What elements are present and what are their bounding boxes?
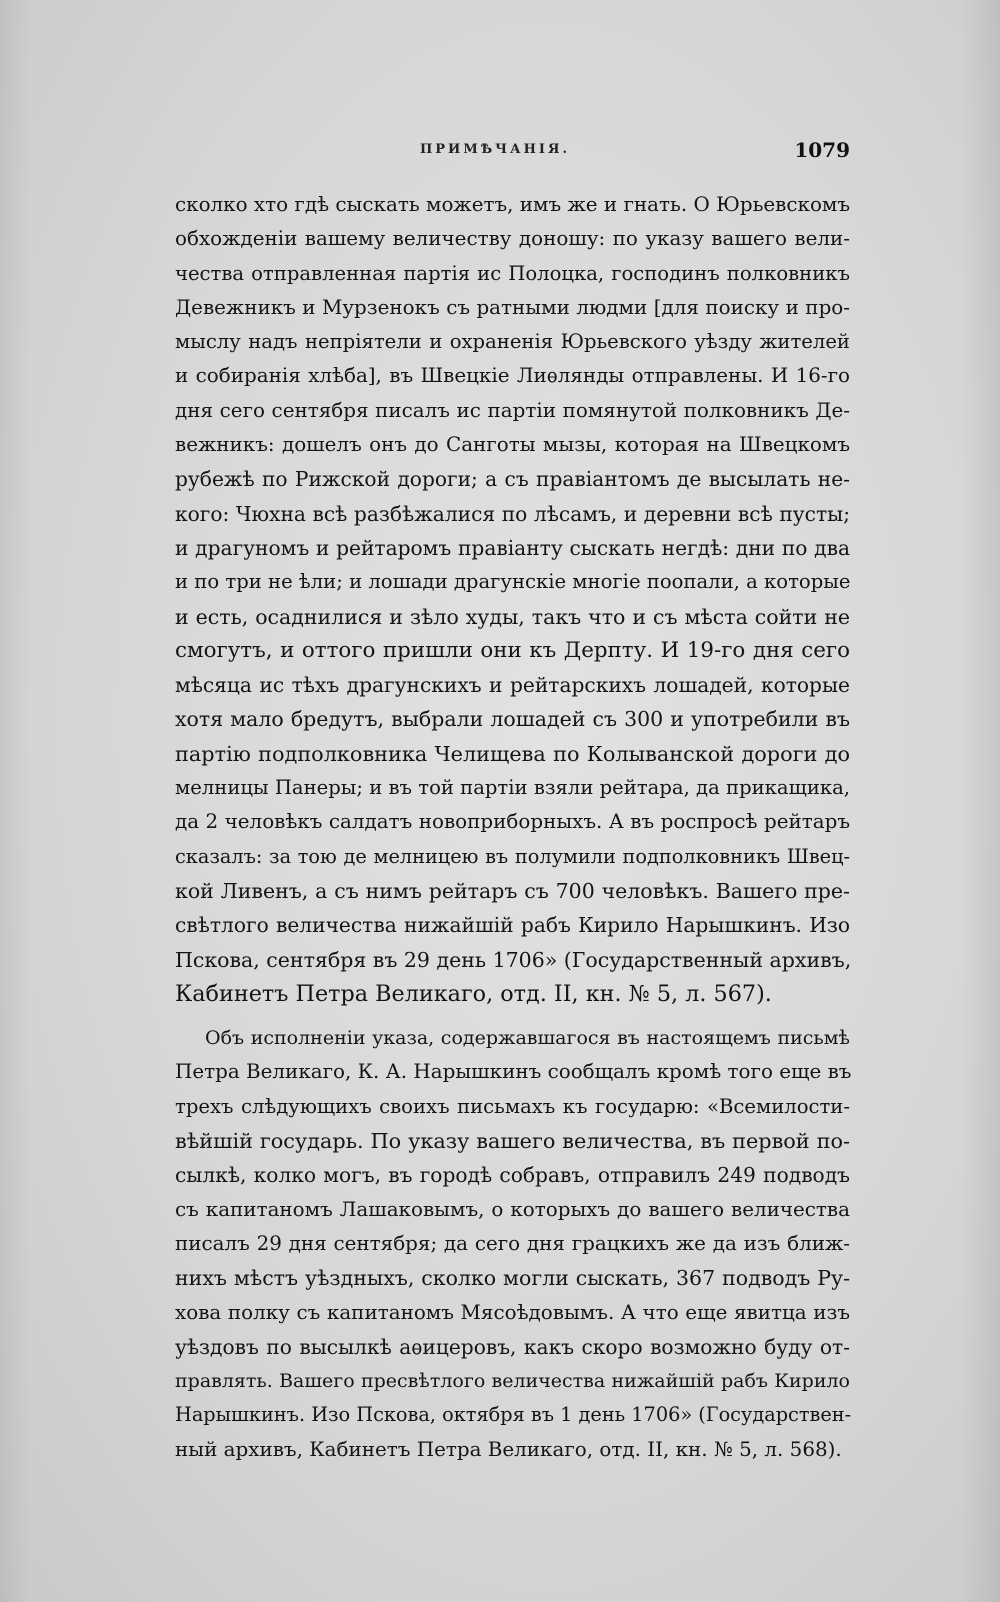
text-line: сколко хто гдѣ сыскать можетъ, имъ же и гнать. О Юрьевскомъ: [175, 193, 851, 216]
text-line: кой Ливенъ, а съ нимъ рейтаръ съ 700 человѣкъ. Вашего пре-: [175, 878, 850, 903]
text-line: Пскова, сентября въ 29 день 1706» (Государственный архивъ,: [175, 947, 852, 972]
text-line: рубежѣ по Рижской дороги; а съ правіантомъ де высылать не-: [175, 467, 850, 492]
text-line: и драгуномъ и рейтаромъ правіанту сыскать негдѣ: дни по два: [175, 535, 850, 560]
text-line: Девежникъ и Мурзенокъ съ ратными людми [для поиску и про-: [175, 295, 850, 319]
text-line: и собиранія хлѣба], въ Швецкіе Лиѳлянды отправлены. И 16-го: [175, 364, 850, 388]
text-line: Кабинетъ Петра Великаго, отд. II, кн. № 5, л. 567).: [175, 980, 772, 1007]
text-line: ный архивъ, Кабинетъ Петра Великаго, отд. II, кн. № 5, л. 568).: [175, 1437, 842, 1461]
text-line: мелницы Панеры; и въ той партіи взяли рейтара, да прикащика,: [175, 776, 851, 800]
text-line: чества отправленная партія ис Полоцка, господинъ полковникъ: [175, 261, 850, 285]
text-line: вежникъ: дошелъ онъ до Санготы мызы, которая на Швецкомъ: [175, 433, 850, 457]
body-text: [175, 188, 850, 1467]
text-line: обхожденіи вашему величеству доношу: по указу вашего вели-: [175, 227, 850, 251]
text-line: дня сего сентября писалъ ис партіи помянутой полковникъ Де-: [175, 398, 850, 422]
text-line: правлять. Вашего пресвѣтлого величества нижайшій рабъ Кирило: [175, 1370, 850, 1393]
text-line: и есть, осаднилися и зѣло худы, такъ что и съ мѣста сойти не: [175, 604, 850, 629]
text-line: хова полку съ капитаномъ Мясоѣдовымъ. А что еще явитца изъ: [175, 1300, 850, 1324]
text-line: мыслу надъ непріятели и охраненія Юрьевского уѣзду жителей: [175, 330, 850, 354]
page-gutter-shadow: [0, 0, 30, 1602]
text-line: вѣйшій государь. По указу вашего величества, въ первой по-: [175, 1129, 850, 1154]
text-line: сылкѣ, колко могъ, въ городѣ собравъ, отправилъ 249 подводъ: [175, 1163, 850, 1188]
text-line: съ капитаномъ Лашаковымъ, о которыхъ до вашего величества: [175, 1197, 850, 1221]
text-line: и по три не ѣли; и лошади драгунскіе многіе поопали, а которые: [175, 570, 851, 594]
paragraph: [175, 1021, 850, 1467]
text-line: сказалъ: за тою де мелницею въ полумили подполковникъ Швец-: [175, 844, 850, 868]
text-line: писалъ 29 дня сентября; да сего дня грацкихъ же да изъ ближ-: [175, 1231, 850, 1255]
text-line: да 2 человѣкъ салдатъ новоприборныхъ. А въ роспросѣ рейтаръ: [175, 810, 850, 834]
text-line: Нарышкинъ. Изо Пскова, октября въ 1 день 1706» (Государствен-: [175, 1403, 852, 1427]
text-line: уѣздовъ по высылкѣ аѳицеровъ, какъ скоро возможно буду от-: [175, 1334, 850, 1359]
text-line: кого: Чюхна всѣ разбѣжалися по лѣсамъ, и деревни всѣ пусты;: [175, 501, 850, 526]
text-line: партію подполковника Челищева по Колыванской дороги до: [175, 741, 850, 766]
text-line: хотя мало бредутъ, выбрали лошадей съ 300 и употребили въ: [175, 707, 850, 732]
page-edge-shadow: [960, 0, 1000, 1602]
text-line: Объ исполненіи указа, содержавшагося въ настоящемъ письмѣ: [205, 1027, 850, 1050]
text-line: трехъ слѣдующихъ своихъ письмахъ къ государю: «Всемилости-: [175, 1094, 850, 1118]
page-number: 1079: [794, 138, 850, 162]
running-head: [175, 138, 850, 168]
text-line: свѣтлого величества нижайшій рабъ Кирило Нарышкинъ. Изо: [175, 913, 850, 938]
text-line: мѣсяца ис тѣхъ драгунскихъ и рейтарскихъ лошадей, которые: [175, 673, 850, 698]
running-title: ПРИМѢЧАНІЯ.: [420, 142, 570, 157]
text-line: нихъ мѣстъ уѣздныхъ, сколко могли сыскать, 367 подводъ Ру-: [175, 1266, 850, 1291]
paragraph: [175, 188, 850, 1011]
text-line: смогутъ, и оттого пришли они къ Дерпту. И 19-го дня сего: [175, 637, 850, 663]
text-line: Петра Великаго, К. А. Нарышкинъ сообщалъ кромѣ того еще въ: [175, 1060, 852, 1084]
